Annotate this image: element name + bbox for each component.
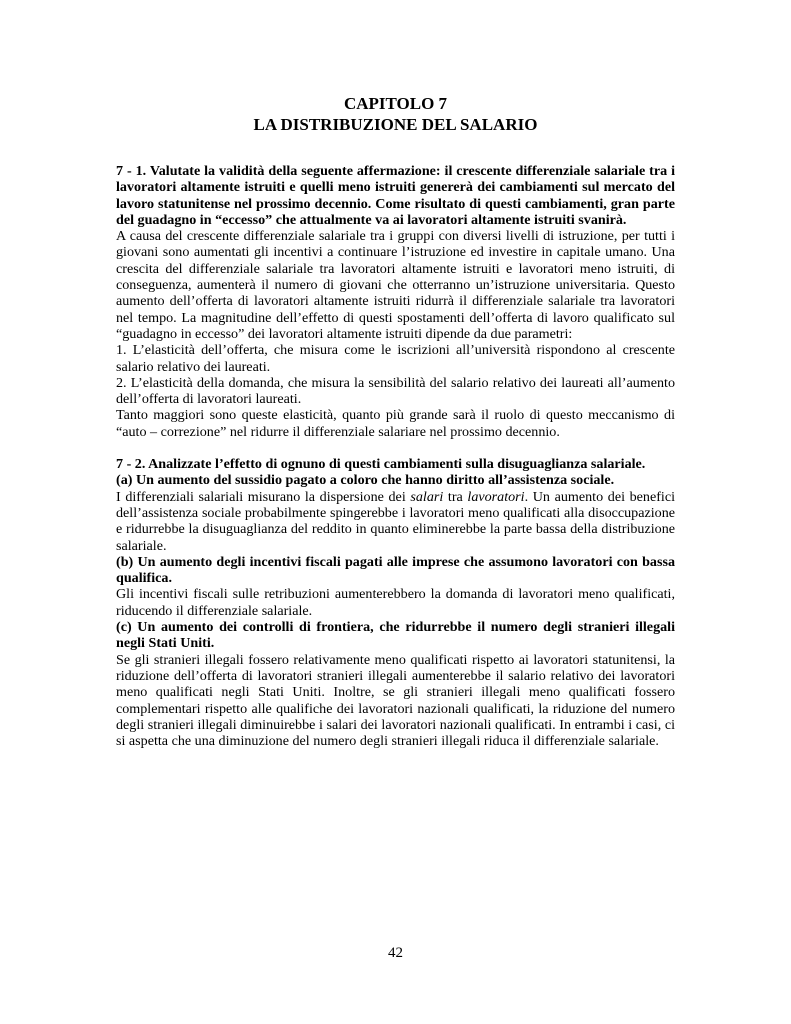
- answer-7-1-item-1: 1. L’elasticità dell’offerta, che misura come le iscrizioni all’università rispondono al crescente salario relativo dei laureati.: [116, 342, 675, 375]
- answer-7-2-a-lavoratori: lavoratori: [467, 488, 525, 505]
- answer-7-2-a-part1: I differenziali salariali misurano la dispersione dei: [116, 488, 411, 505]
- answer-7-1-conclusion: Tanto maggiori sono queste elasticità, quanto più grande sarà il ruolo di questo meccanismo di “auto – correzione” nel ridurre il differenziale salariare nel prossimo decennio.: [116, 407, 675, 440]
- answer-7-1-item-2: 2. L’elasticità della domanda, che misura la sensibilità del salario relativo dei laureati all’aumento dell’offerta di lavoratori laureati.: [116, 374, 675, 408]
- section-spacer: [116, 440, 675, 456]
- answer-7-2-c: Se gli stranieri illegali fossero relativamente meno qualificati rispetto ai lavoratori statunitensi, la riduzione dell’offerta di lavoratori stranieri illegali aumenterebbe il salario relativo dei lavoratori meno qualificati negli Stati Uniti. Inoltre, se gli stranieri illegali meno qualificati fossero complementari rispetto alle qualifiche dei lavoratori nazionali qualificati, la riduzione del numero degli stranieri illegali diminuirebbe i salari dei lavoratori nazionali qualificati. In entrambi i casi, ci si aspetta che una diminuzione del numero degli stranieri illegali riduca il differenziale salariale.: [116, 651, 675, 750]
- question-7-2-c: (c) Un aumento dei controlli di frontiera, che ridurrebbe il numero degli stranieri illegali negli Stati Uniti.: [116, 619, 675, 652]
- answer-7-2-a: [116, 489, 675, 554]
- question-7-2-a: (a) Un aumento del sussidio pagato a coloro che hanno diritto all’assistenza sociale.: [116, 472, 615, 489]
- question-7-2-b: (b) Un aumento degli incentivi fiscali pagati alle imprese che assumono lavoratori con bassa qualifica.: [116, 553, 675, 587]
- answer-7-2-b: Gli incentivi fiscali sulle retribuzioni aumenterebbero la domanda di lavoratori meno qualificati, riducendo il differenziale salariale.: [116, 586, 675, 619]
- page-body: [116, 163, 675, 749]
- page-number: 42: [388, 945, 403, 961]
- answer-7-2-a-part2: tra: [443, 488, 468, 505]
- question-7-2: 7 - 2. Analizzate l’effetto di ognuno di questi cambiamenti sulla disuguaglianza salariale.: [116, 456, 646, 473]
- answer-7-1: A causa del crescente differenziale salariale tra i gruppi con diversi livelli di istruzione, per tutti i giovani sono aumentati gli incentivi a continuare l’istruzione ed investire in capitale umano. Una crescita del differenziale salariale tra lavoratori altamente istruiti e lavoratori meno istruiti, di conseguenza, aumenterà il numero di giovani che otterranno un’istruzione universitaria. Questo aumento dell’offerta di lavoratori altamente istruiti ridurrà il differenziale salariale tra lavoratori nel tempo. La magnitudine dell’effetto di questi spostamenti dell’offerta di lavoro qualificato sul “guadagno in eccesso” dei lavoratori altamente istruiti dipende da due parametri:: [116, 228, 675, 342]
- answer-7-2-a-salari: salari: [410, 488, 444, 505]
- answer-7-2-a-part3: . Un aumento dei benefici dell’assistenza sociale probabilmente spingerebbe i lavoratori meno qualificati alla disoccupazione e ridurrebbe la disuguaglianza del reddito in quanto eliminerebbe la parte bassa della distribuzione salariale.: [116, 488, 676, 554]
- question-7-1: 7 - 1. Valutate la validità della seguente affermazione: il crescente differenziale salariale tra i lavoratori altamente istruiti e quelli meno istruiti genererà dei cambiamenti sul mercato del lavoro statunitense nel prossimo decennio. Come risultato di questi cambiamenti, gran parte del guadagno in “eccesso” che attualmente va ai lavoratori altamente istruiti svanirà.: [116, 163, 675, 228]
- chapter-title: LA DISTRIBUZIONE DEL SALARIO: [253, 115, 538, 134]
- chapter-number: CAPITOLO 7: [343, 94, 448, 113]
